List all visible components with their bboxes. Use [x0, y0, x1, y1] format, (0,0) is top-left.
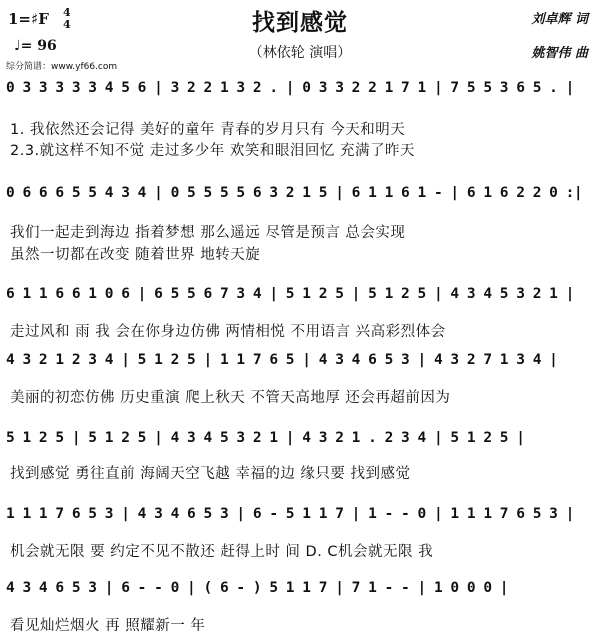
notation-row-2: 0 6 6 6 5 5 4 3 4 | 0 5 5 5 5 6 3 2 1 5 | 6 1 1 6 1 - | 6 1 6 2 2 0 :| [6, 185, 594, 201]
notation-row-4: 4 3 2 1 2 3 4 | 5 1 2 5 | 1 1 7 6 5 | 4 3 4 6 5 3 | 4 3 2 7 1 3 4 | [6, 352, 594, 368]
song-title: 找到感觉 [252, 10, 348, 36]
lyric-row-2-verse-1: 我们一起走到海边 指着梦想 那么遥远 尽管是预言 总会实现 [10, 225, 406, 241]
lyric-row-3: 走过风和 雨 我 会在你身边仿佛 两情相悦 不用语言 兴高彩烈体会 [10, 324, 446, 340]
notation-row-1: 0 3 3 3 3 3 4 5 6 | 3 2 2 1 3 2 . | 0 3 3 2 2 1 7 1 | 7 5 5 3 6 5 . | [6, 80, 594, 96]
lyric-row-5: 找到感觉 勇往直前 海阔天空飞越 幸福的边 缘只要 找到感觉 [10, 466, 411, 482]
lyric-row-1-verse-2: 2.3.就这样不知不觉 走过多少年 欢笑和眼泪回忆 充满了昨天 [10, 143, 415, 159]
meter-bottom: 4 [63, 18, 71, 31]
lyric-row-7: 看见灿烂烟火 再 照耀新一 年 [10, 618, 206, 634]
lyric-row-4: 美丽的初恋仿佛 历史重演 爬上秋天 不管天高地厚 还会再超前因为 [10, 390, 451, 406]
lyric-row-2-verse-2: 虽然一切都在改变 随着世界 地转天旋 [10, 247, 261, 263]
notation-row-3: 6 1 1 6 6 1 0 6 | 6 5 5 6 7 3 4 | 5 1 2 5 | 5 1 2 5 | 4 3 4 5 3 2 1 | [6, 286, 594, 302]
key-signature: 1=♯F [8, 10, 49, 28]
notation-row-7: 4 3 4 6 5 3 | 6 - - 0 | ( 6 - ) 5 1 1 7 | 7 1 - - | 1 0 0 0 | [6, 580, 594, 596]
time-signature [63, 7, 71, 31]
meter-top: 4 [63, 6, 71, 19]
notation-row-5: 5 1 2 5 | 5 1 2 5 | 4 3 4 5 3 2 1 | 4 3 2 1 . 2 3 4 | 5 1 2 5 | [6, 430, 594, 446]
composer-credit: 姚智伟 曲 [531, 46, 588, 61]
song-subtitle: （林依轮 演唱） [248, 45, 352, 61]
tempo-mark: ♩= 96 [14, 38, 57, 54]
website-credit: 综分简谱：www.yf66.com [6, 62, 118, 72]
notation-row-6: 1 1 1 7 6 5 3 | 4 3 4 6 5 3 | 6 - 5 1 1 7 | 1 - - 0 | 1 1 1 7 6 5 3 | [6, 506, 594, 522]
lyric-row-6: 机会就无限 要 约定不见不散还 赶得上时 间 D. C机会就无限 我 [10, 544, 434, 560]
lyricist-credit: 刘卓辉 词 [531, 12, 588, 27]
lyric-row-1-verse-1: 1. 我依然还会记得 美好的童年 青春的岁月只有 今天和明天 [10, 122, 406, 138]
